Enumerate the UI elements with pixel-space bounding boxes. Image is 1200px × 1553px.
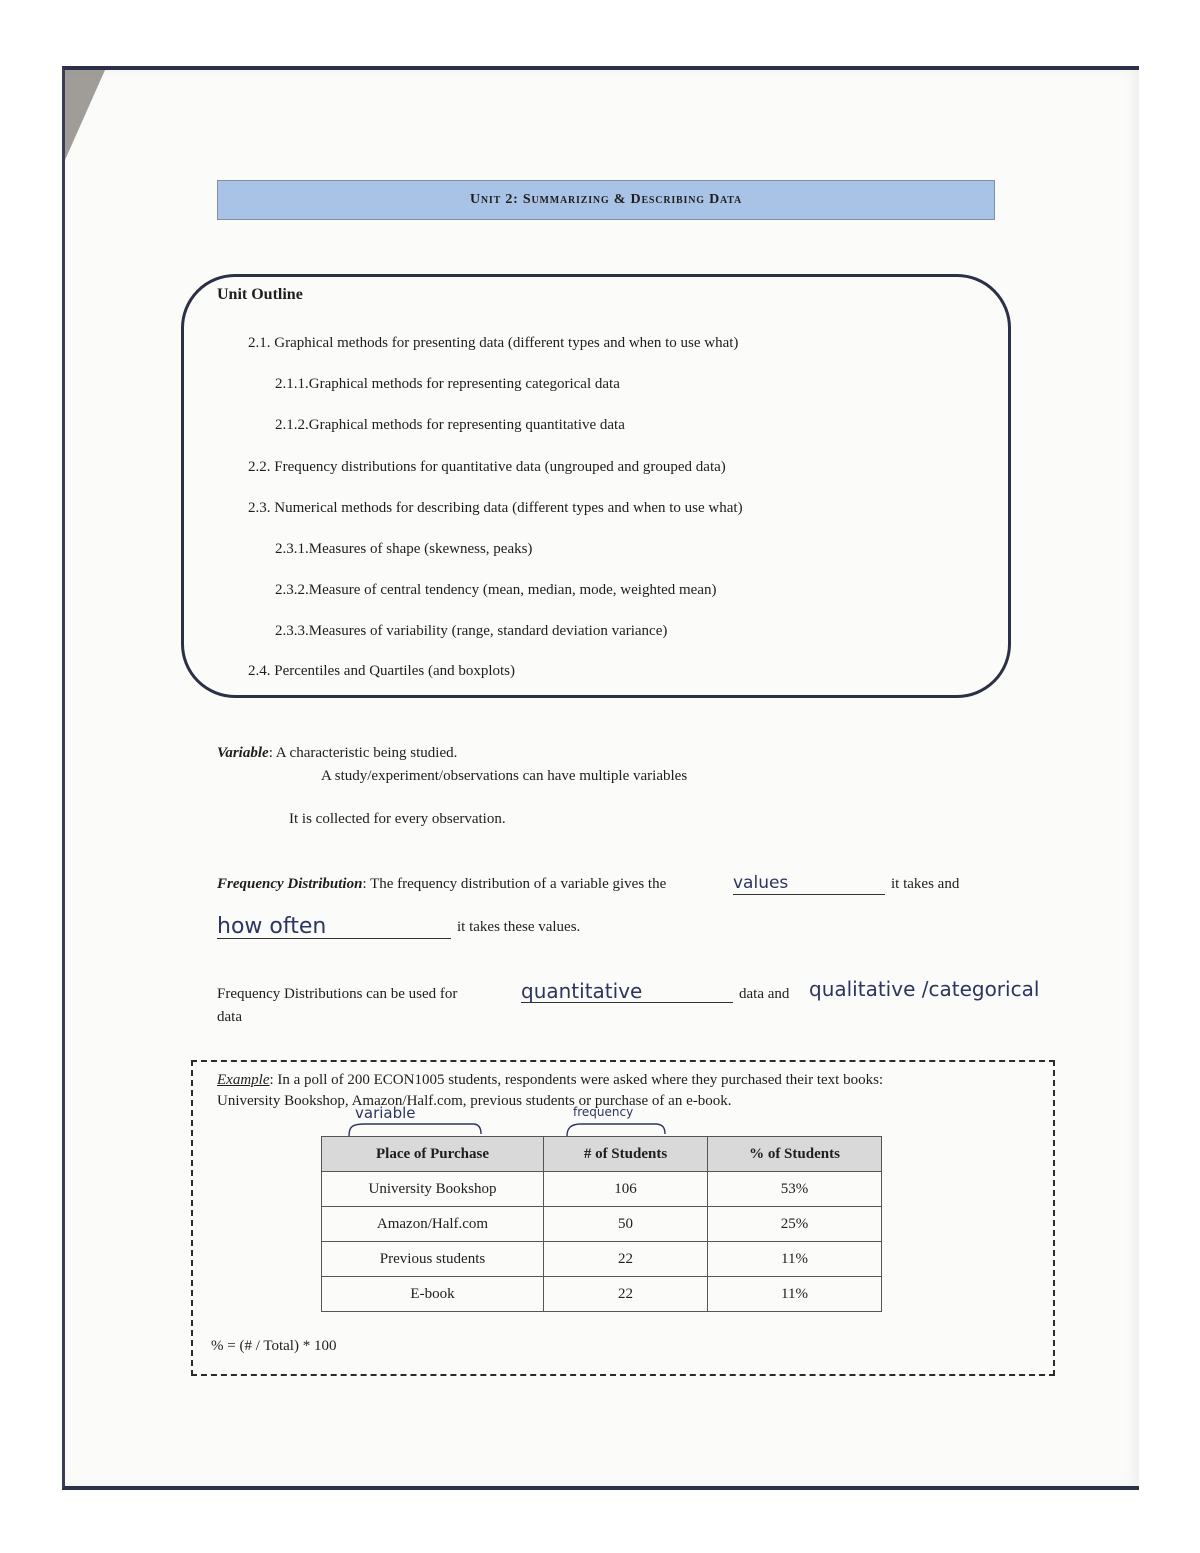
table-row xyxy=(322,1207,882,1242)
column-header: Place of Purchase xyxy=(322,1137,544,1172)
table-row xyxy=(322,1242,882,1277)
table-cell: 11% xyxy=(708,1277,882,1312)
table-cell: 22 xyxy=(544,1277,708,1312)
example-line-1 xyxy=(217,1072,883,1089)
table-row xyxy=(322,1172,882,1207)
outline-item: 2.1.2.Graphical methods for representing quantitative data xyxy=(275,417,625,433)
variable-line-3: It is collected for every observation. xyxy=(289,811,506,827)
table-cell: Amazon/Half.com xyxy=(322,1207,544,1242)
outline-item: 2.2. Frequency distributions for quantitative data (ungrouped and grouped data) xyxy=(248,459,726,475)
frequency-label: Frequency Distribution xyxy=(217,876,363,892)
table-cell: 53% xyxy=(708,1172,882,1207)
outline-item: 2.3. Numerical methods for describing data (different types and when to use what) xyxy=(248,500,743,516)
outline-item: 2.1.1.Graphical methods for representing categorical data xyxy=(275,376,620,392)
usage-text-1: Frequency Distributions can be used for xyxy=(217,986,458,1002)
outline-item: 2.1. Graphical methods for presenting data (different types and when to use what) xyxy=(248,335,739,351)
table-cell: E-book xyxy=(322,1277,544,1312)
frequency-text-3: it takes these values. xyxy=(457,919,581,935)
table-cell: 50 xyxy=(544,1207,708,1242)
purchase-table xyxy=(321,1136,882,1312)
values-blank: values xyxy=(733,872,885,895)
frequency-text-1: : The frequency distribution of a variable gives the xyxy=(362,876,667,892)
percent-formula: % = (# / Total) * 100 xyxy=(211,1338,337,1354)
usage-text-2: data and xyxy=(739,986,790,1002)
frequency-annotation: frequency xyxy=(573,1105,634,1119)
variable-annotation: variable xyxy=(355,1104,416,1122)
qualitative-categorical-blank: qualitative /categorical xyxy=(809,977,1040,1001)
example-line-2: University Bookshop, Amazon/Half.com, previous students or purchase of an e-book. xyxy=(217,1093,732,1109)
table-cell: 106 xyxy=(544,1172,708,1207)
variable-definition-text: : A characteristic being studied. xyxy=(268,745,458,761)
unit-header-bar xyxy=(217,180,995,220)
example-text-1: : In a poll of 200 ECON1005 students, respondents were asked where they purchased their text books: xyxy=(269,1072,884,1088)
outline-item: 2.3.2.Measure of central tendency (mean, median, mode, weighted mean) xyxy=(275,582,717,598)
variable-line-2: A study/experiment/observations can have multiple variables xyxy=(321,768,688,784)
usage-text-3: data xyxy=(217,1009,242,1025)
table-cell: 11% xyxy=(708,1242,882,1277)
unit-title: Unit 2: Summarizing & Describing Data xyxy=(469,192,743,207)
table-cell: University Bookshop xyxy=(322,1172,544,1207)
worksheet-page xyxy=(62,66,1139,1490)
outline-item: 2.4. Percentiles and Quartiles (and boxplots) xyxy=(248,663,516,679)
variable-label: Variable xyxy=(217,745,269,761)
folded-corner xyxy=(65,70,105,160)
column-header: % of Students xyxy=(708,1137,882,1172)
outline-item: 2.3.3.Measures of variability (range, standard deviation variance) xyxy=(275,623,668,639)
frequency-text-2: it takes and xyxy=(891,876,960,892)
table-cell: Previous students xyxy=(322,1242,544,1277)
table-cell: 22 xyxy=(544,1242,708,1277)
variable-definition xyxy=(217,745,457,762)
table-cell: 25% xyxy=(708,1207,882,1242)
example-label: Example xyxy=(217,1072,270,1088)
column-header: # of Students xyxy=(544,1137,708,1172)
table-header-row xyxy=(322,1137,882,1172)
unit-outline-title: Unit Outline xyxy=(217,286,303,303)
frequency-sentence xyxy=(217,876,666,893)
quantitative-blank: quantitative xyxy=(521,980,733,1003)
table-row xyxy=(322,1277,882,1312)
outline-item: 2.3.1.Measures of shape (skewness, peaks) xyxy=(275,541,533,557)
how-often-blank: how often xyxy=(217,916,451,939)
